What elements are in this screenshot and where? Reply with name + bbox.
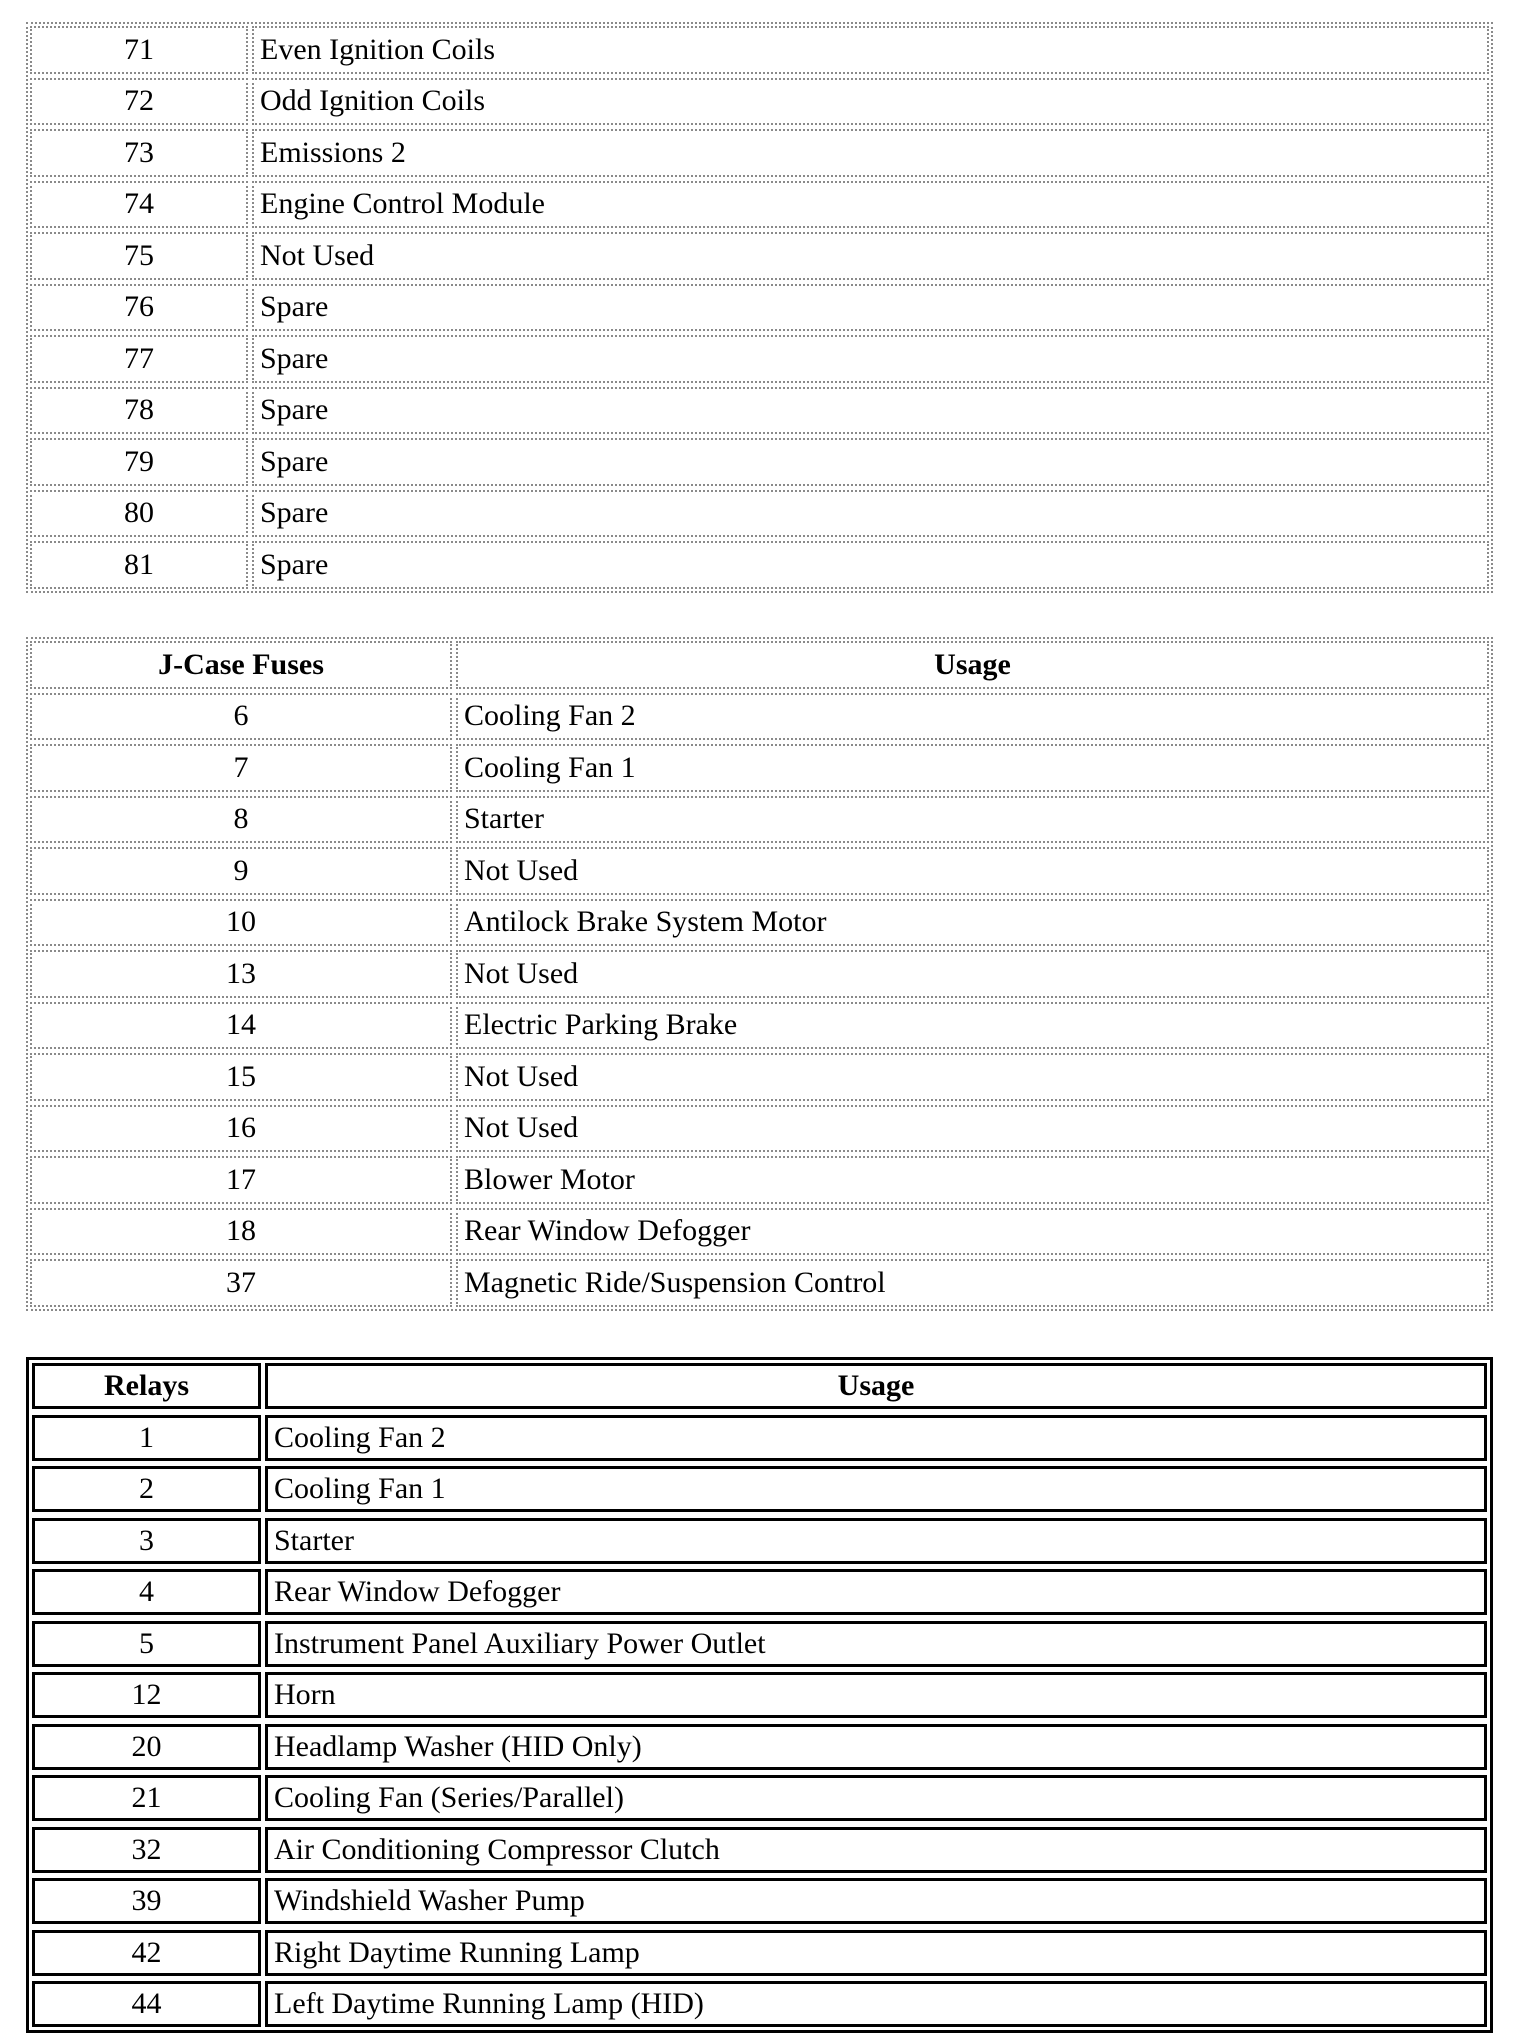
table-row — [32, 1775, 1487, 1821]
table-row — [30, 847, 1489, 895]
table-row — [30, 1156, 1489, 1204]
table-row — [30, 693, 1489, 741]
usage-cell: Cooling Fan 1 — [456, 744, 1489, 792]
usage-cell: Electric Parking Brake — [456, 1002, 1489, 1050]
table-row — [32, 1930, 1487, 1976]
number-cell: 9 — [30, 847, 452, 895]
table-header-row — [30, 641, 1489, 689]
number-cell: 73 — [30, 129, 248, 177]
usage-cell: Not Used — [252, 232, 1489, 280]
usage-cell: Antilock Brake System Motor — [456, 899, 1489, 947]
jcase-fuses-column-header: J-Case Fuses — [30, 641, 452, 689]
table-row — [32, 1724, 1487, 1770]
usage-cell: Right Daytime Running Lamp — [265, 1930, 1487, 1976]
usage-cell: Air Conditioning Compressor Clutch — [265, 1827, 1487, 1873]
number-cell: 14 — [30, 1002, 452, 1050]
usage-cell: Cooling Fan 1 — [265, 1466, 1487, 1512]
table-row — [32, 1672, 1487, 1718]
usage-column-header: Usage — [265, 1363, 1487, 1409]
number-cell: 10 — [30, 899, 452, 947]
table-row — [30, 796, 1489, 844]
number-cell: 4 — [32, 1569, 261, 1615]
usage-cell: Not Used — [456, 1053, 1489, 1101]
number-cell: 6 — [30, 693, 452, 741]
number-cell: 1 — [32, 1415, 261, 1461]
table-row — [32, 1981, 1487, 2027]
table-row — [32, 1518, 1487, 1564]
number-cell: 37 — [30, 1259, 452, 1307]
table-row — [30, 284, 1489, 332]
jcase-fuses-table — [26, 637, 1493, 1311]
number-cell: 39 — [32, 1878, 261, 1924]
usage-cell: Not Used — [456, 1105, 1489, 1153]
table-row — [30, 899, 1489, 947]
table-row — [30, 26, 1489, 74]
table-row — [30, 744, 1489, 792]
table-row — [32, 1415, 1487, 1461]
table-row — [30, 1053, 1489, 1101]
number-cell: 78 — [30, 387, 248, 435]
usage-cell: Rear Window Defogger — [456, 1208, 1489, 1256]
usage-cell: Windshield Washer Pump — [265, 1878, 1487, 1924]
number-cell: 81 — [30, 541, 248, 589]
table-row — [30, 387, 1489, 435]
table-row — [30, 181, 1489, 229]
number-cell: 72 — [30, 78, 248, 126]
table-row — [30, 1105, 1489, 1153]
usage-cell: Starter — [265, 1518, 1487, 1564]
number-cell: 42 — [32, 1930, 261, 1976]
table-row — [32, 1569, 1487, 1615]
number-cell: 21 — [32, 1775, 261, 1821]
usage-cell: Engine Control Module — [252, 181, 1489, 229]
table-row — [30, 1208, 1489, 1256]
usage-cell: Emissions 2 — [252, 129, 1489, 177]
usage-cell: Blower Motor — [456, 1156, 1489, 1204]
number-cell: 74 — [30, 181, 248, 229]
number-cell: 44 — [32, 1981, 261, 2027]
table-row — [30, 541, 1489, 589]
table-row — [30, 129, 1489, 177]
number-cell: 17 — [30, 1156, 452, 1204]
number-cell: 3 — [32, 1518, 261, 1564]
table-row — [32, 1466, 1487, 1512]
number-cell: 15 — [30, 1053, 452, 1101]
usage-cell: Not Used — [456, 950, 1489, 998]
number-cell: 12 — [32, 1672, 261, 1718]
number-cell: 7 — [30, 744, 452, 792]
number-cell: 20 — [32, 1724, 261, 1770]
usage-cell: Instrument Panel Auxiliary Power Outlet — [265, 1621, 1487, 1667]
table-row — [30, 438, 1489, 486]
usage-cell: Even Ignition Coils — [252, 26, 1489, 74]
usage-cell: Cooling Fan 2 — [456, 693, 1489, 741]
usage-cell: Spare — [252, 284, 1489, 332]
number-cell: 71 — [30, 26, 248, 74]
number-cell: 76 — [30, 284, 248, 332]
usage-cell: Starter — [456, 796, 1489, 844]
number-cell: 5 — [32, 1621, 261, 1667]
table-row — [30, 232, 1489, 280]
number-cell: 18 — [30, 1208, 452, 1256]
usage-cell: Spare — [252, 387, 1489, 435]
table-row — [30, 950, 1489, 998]
usage-column-header: Usage — [456, 641, 1489, 689]
relays-column-header: Relays — [32, 1363, 261, 1409]
number-cell: 13 — [30, 950, 452, 998]
fuse-table-continued — [26, 22, 1493, 593]
number-cell: 77 — [30, 335, 248, 383]
number-cell: 79 — [30, 438, 248, 486]
table-row — [32, 1621, 1487, 1667]
table-row — [30, 1002, 1489, 1050]
table-row — [30, 335, 1489, 383]
usage-cell: Magnetic Ride/Suspension Control — [456, 1259, 1489, 1307]
usage-cell: Spare — [252, 490, 1489, 538]
usage-cell: Rear Window Defogger — [265, 1569, 1487, 1615]
table-row — [30, 78, 1489, 126]
number-cell: 16 — [30, 1105, 452, 1153]
number-cell: 80 — [30, 490, 248, 538]
table-row — [30, 1259, 1489, 1307]
usage-cell: Horn — [265, 1672, 1487, 1718]
table-row — [30, 490, 1489, 538]
usage-cell: Spare — [252, 335, 1489, 383]
table-header-row — [32, 1363, 1487, 1409]
relays-table — [26, 1357, 1493, 2033]
number-cell: 2 — [32, 1466, 261, 1512]
usage-cell: Not Used — [456, 847, 1489, 895]
usage-cell: Headlamp Washer (HID Only) — [265, 1724, 1487, 1770]
usage-cell: Odd Ignition Coils — [252, 78, 1489, 126]
number-cell: 75 — [30, 232, 248, 280]
usage-cell: Cooling Fan (Series/Parallel) — [265, 1775, 1487, 1821]
usage-cell: Spare — [252, 541, 1489, 589]
table-row — [32, 1827, 1487, 1873]
number-cell: 32 — [32, 1827, 261, 1873]
number-cell: 8 — [30, 796, 452, 844]
usage-cell: Left Daytime Running Lamp (HID) — [265, 1981, 1487, 2027]
usage-cell: Spare — [252, 438, 1489, 486]
usage-cell: Cooling Fan 2 — [265, 1415, 1487, 1461]
table-row — [32, 1878, 1487, 1924]
